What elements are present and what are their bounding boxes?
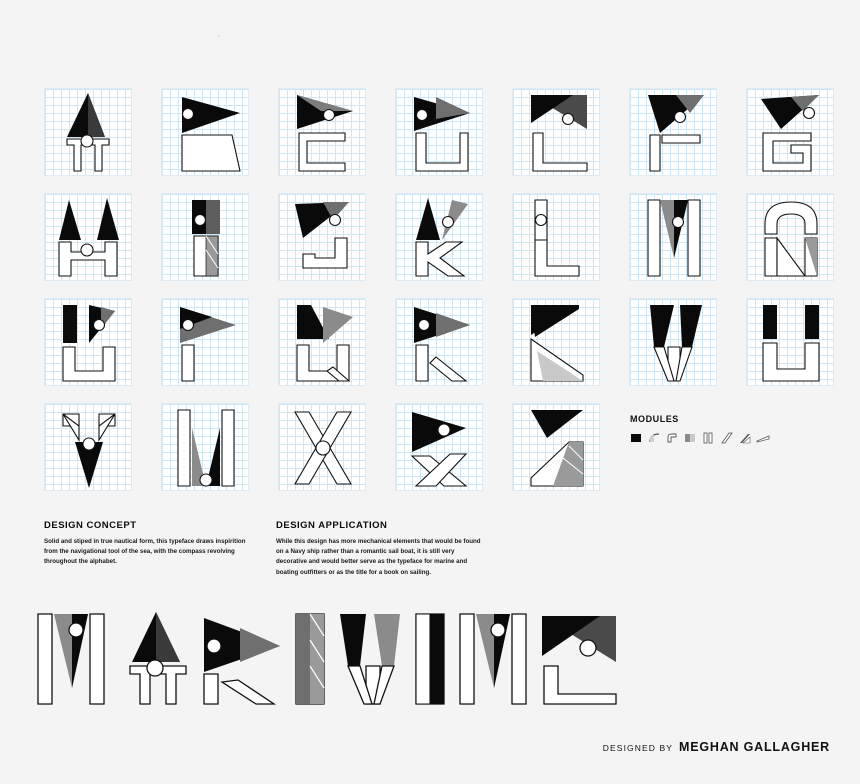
letter-cell-R [395, 298, 483, 386]
wordmark-letter-I2 [416, 614, 444, 704]
wordmark-letter-E [542, 616, 616, 704]
letter-cell-A [44, 88, 132, 176]
wordmark-maritime [28, 600, 628, 710]
designer-credit [603, 740, 830, 754]
letter-cell-Y [395, 403, 483, 491]
letter-cell-U [746, 298, 834, 386]
wordmark-letter-T [340, 614, 400, 704]
credit-name: MEGHAN GALLAGHER [679, 740, 830, 754]
letter-cell-M [629, 193, 717, 281]
wordmark-letter-M1 [38, 614, 104, 704]
double-bar-module-icon [702, 431, 716, 445]
design-concept-block [44, 520, 249, 568]
design-application-block [276, 520, 481, 578]
design-concept-body: Solid and stiped in true nautical form, this typeface draws inspirition from the navigational tool of the sea, with the compass revolving throughout the alphabet. [44, 538, 246, 566]
wordmark-letter-I1 [296, 614, 324, 704]
thin-diagonal-module-icon [738, 431, 752, 445]
letter-cell-N [746, 193, 834, 281]
letter-cell-P [161, 298, 249, 386]
letter-cell-B [161, 88, 249, 176]
diagonal-bar-module-icon [720, 431, 734, 445]
letter-cell-Q [278, 298, 366, 386]
tapered-wedge-module-icon [756, 431, 770, 445]
modules-row [630, 431, 830, 445]
design-application-heading: DESIGN APPLICATION [276, 520, 388, 531]
letter-cell-K [395, 193, 483, 281]
letter-cell-J [278, 193, 366, 281]
wordmark-letter-R [204, 618, 280, 704]
wordmark-letter-M2 [460, 614, 526, 704]
design-application-body: While this design has more mechanical elements that would be found on a Navy ship rather than a romantic sail boat, it is still very decorative and would better serve as the typeface for marine and boating outfitters or as the title for a book on sailing. [276, 538, 481, 576]
solid-square-module-icon [630, 431, 644, 445]
letter-cell-T [629, 298, 717, 386]
letter-cell-G [746, 88, 834, 176]
quarter-arc-module-icon [648, 431, 662, 445]
arc-outline-module-icon [666, 431, 680, 445]
letter-cell-F [629, 88, 717, 176]
half-gray-square-module-icon [684, 431, 698, 445]
modules-title: MODULES [630, 414, 679, 424]
letter-cell-I [161, 193, 249, 281]
letter-cell-Z [512, 403, 600, 491]
letter-cell-S [512, 298, 600, 386]
letter-cell-E [512, 88, 600, 176]
credit-prefix: DESIGNED BY [602, 743, 673, 753]
stray-tick-mark: ˋ [218, 36, 221, 43]
modules-legend [630, 414, 830, 445]
letter-cell-L [512, 193, 600, 281]
letter-cell-V [44, 403, 132, 491]
wordmark-letter-A [130, 612, 186, 704]
letter-cell-X [278, 403, 366, 491]
letter-cell-C [278, 88, 366, 176]
letter-cell-D [395, 88, 483, 176]
letter-cell-W [161, 403, 249, 491]
letter-cell-H [44, 193, 132, 281]
design-concept-heading: DESIGN CONCEPT [44, 520, 137, 531]
letter-cell-O [44, 298, 132, 386]
